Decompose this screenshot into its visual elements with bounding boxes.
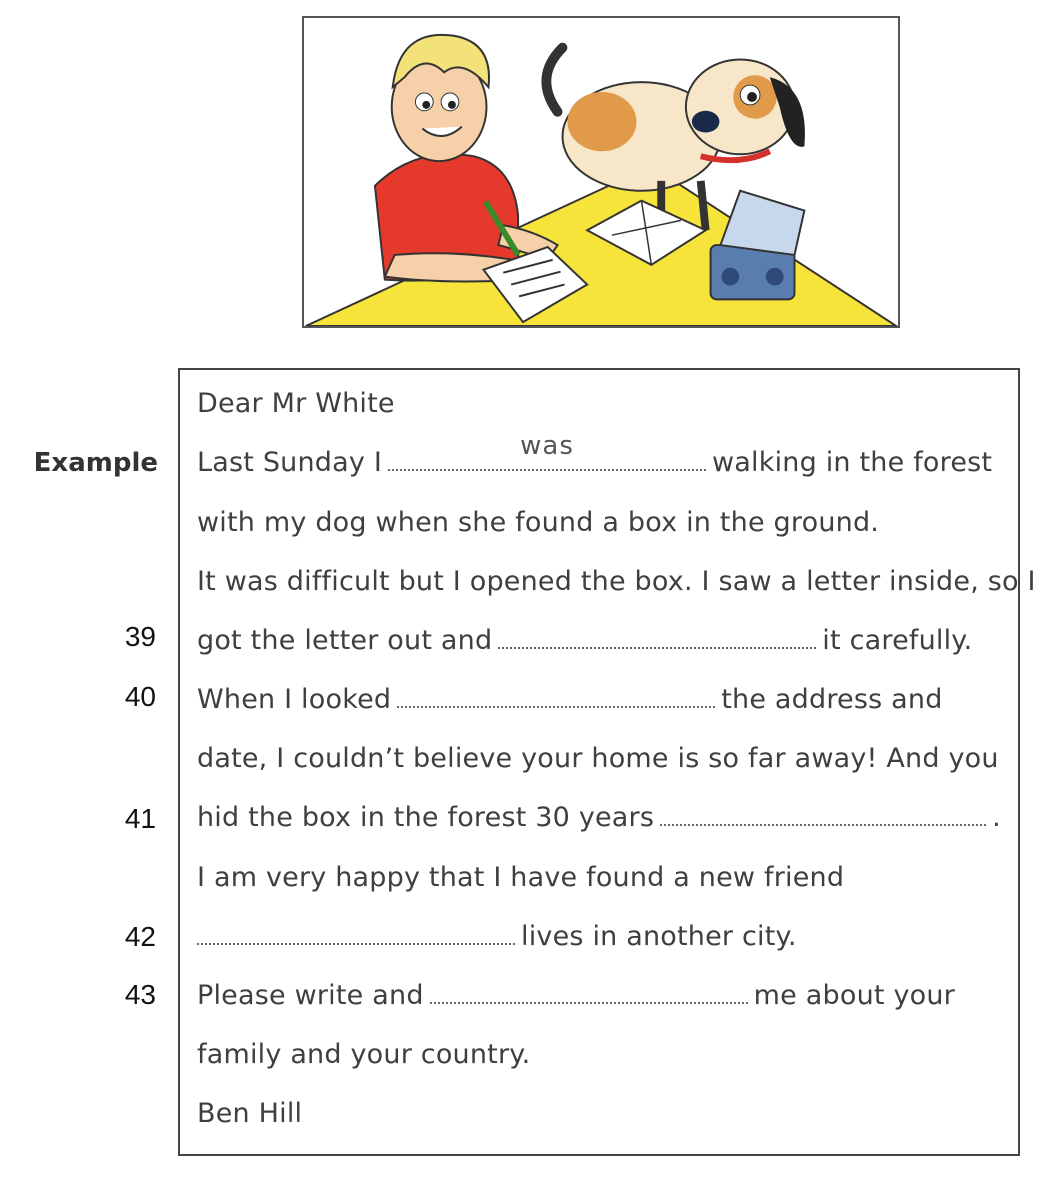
q39-text-before: got the letter out and [197,625,493,656]
q43-text-after: me about your [753,980,955,1011]
q41-text-before: hid the box in the forest 30 years [197,802,655,833]
q41-answer-gap[interactable] [660,804,986,826]
q43-text-before: Please write and [197,980,424,1011]
example-answer: was [520,431,574,461]
example-label: Example [33,448,158,478]
letter-line-2: with my dog when she found a box in the ground. [197,507,880,538]
example-line [197,431,993,480]
q39-text-after: it carefully. [822,625,973,656]
dog-tail [546,48,562,112]
question-number-42: 42 [124,921,156,952]
q43-answer-gap[interactable] [430,982,748,1004]
question-42-line [197,920,797,954]
question-number-39: 39 [124,621,156,652]
letter-line-6: date, I couldn’t believe your home is so far away! And you [197,743,999,774]
letter-signature: Ben Hill [197,1098,303,1129]
question-40-line [197,683,943,717]
q40-text-before: When I looked [197,684,392,715]
letter-line-3: It was difficult but I opened the box. I saw a letter inside, so I [197,566,1036,597]
letter-greeting: Dear Mr White [197,388,395,419]
q42-answer-gap[interactable] [197,923,515,945]
example-text-after: walking in the forest [712,447,993,478]
q42-text-after: lives in another city. [521,921,797,952]
q40-answer-gap[interactable] [397,686,715,708]
dog-nose [692,111,720,133]
question-43-line [197,979,955,1013]
q39-answer-gap[interactable] [498,627,816,649]
question-number-40: 40 [124,681,156,712]
question-number-43: 43 [124,979,156,1010]
illustration [302,16,900,328]
question-number-41: 41 [124,803,156,834]
letter-line-8: I am very happy that I have found a new friend [197,862,845,893]
example-answer-gap [388,431,706,471]
box-lid [720,191,804,255]
q41-text-after: . [992,802,1001,833]
question-39-line [197,624,972,658]
question-41-line [197,801,1001,835]
q40-text-after: the address and [721,684,943,715]
example-text-before: Last Sunday I [197,447,382,478]
letter-line-11: family and your country. [197,1039,531,1070]
boy-and-dog-illustration [304,18,898,326]
